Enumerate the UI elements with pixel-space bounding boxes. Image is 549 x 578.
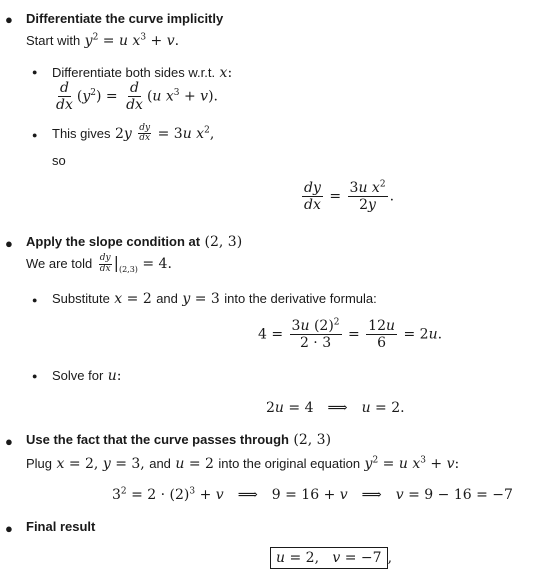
section-2-title: Apply the slope condition at: [26, 234, 201, 249]
intro-text: We are told: [26, 256, 93, 271]
curve-equation: $y^2 = u$ $x^3 + v$.: [84, 32, 180, 49]
section-3-intro: Plug x = 2, y = 3, and u = 2 into the original equation $y^2 = u$ $x^3 + v$:: [26, 455, 460, 472]
solve-equation: 2u = 4 ⟹ u = 2.: [266, 400, 405, 416]
sub-bullet-marker: ●: [32, 130, 38, 140]
sub-bullet-marker: ●: [32, 295, 38, 305]
step-text: Substitute: [52, 291, 110, 306]
bullet-marker: ●: [5, 434, 13, 449]
sub-bullet-marker: ●: [32, 67, 38, 77]
point: (2, 3): [293, 432, 332, 448]
bullet-marker: ●: [5, 12, 13, 27]
gives-step: This gives 2y $\frac{dy}{dx}$ = 3u $x^2$,: [52, 123, 215, 144]
step-text: and: [156, 291, 178, 306]
variable-x: x: [219, 65, 228, 81]
derivative-result: $\frac{dy}{dx}$ = $\frac{3u x^2}{2y}$ .: [304, 179, 395, 214]
differentiate-step: Differentiate both sides w.r.t. x:: [52, 65, 233, 81]
final-answer: u = 2, v = −7 ,: [270, 550, 392, 566]
step-text: Differentiate both sides w.r.t.: [52, 65, 216, 80]
solve-step: Solve for u:: [52, 368, 122, 384]
substitution-equation: 4 = $\frac{3u (2)^2}{2 \cdot 3}$ = $\frac{12u}{6}$ = 2u.: [258, 317, 443, 352]
sub-bullet-marker: ●: [32, 371, 38, 381]
bullet-marker: ●: [5, 521, 13, 536]
section-4-title: Final result: [26, 519, 96, 534]
section-1-intro: [26, 32, 179, 50]
derivative-expression: $\frac{d}{dx}$ $(y^2)$ = $\frac{d}{dx}$ (u $x^3 + v$).: [56, 80, 219, 114]
intro-text: and: [149, 456, 171, 471]
section-3-heading: [26, 431, 331, 449]
section-2-heading: [26, 233, 242, 251]
substitute-step: Substitute x = 2 and y = 3 into the derivative formula:: [52, 291, 377, 307]
section-1-title: Differentiate the curve implicitly: [26, 11, 224, 26]
point: (2, 3): [204, 234, 243, 250]
substitution-chain: $3^2 = 2 \cdot (2)^3 + v$ ⟹ 9 = 16 + v ⟹ v = 9 − 16 = −7: [112, 486, 513, 503]
step-text: This gives: [52, 125, 111, 141]
section-2-intro: We are told $\frac{dy}{dx}$ $|_{(2,3)} = 4$.: [26, 253, 172, 274]
intro-text: into the original equation: [218, 456, 361, 471]
step-text: Solve for: [52, 368, 104, 383]
section-3-title: Use the fact that the curve passes through: [26, 432, 289, 447]
intro-text: Start with: [26, 33, 81, 48]
step-text: into the derivative formula:: [224, 291, 377, 306]
so-text: so: [52, 153, 66, 168]
intro-text: Plug: [26, 456, 53, 471]
bullet-marker: ●: [5, 236, 13, 251]
